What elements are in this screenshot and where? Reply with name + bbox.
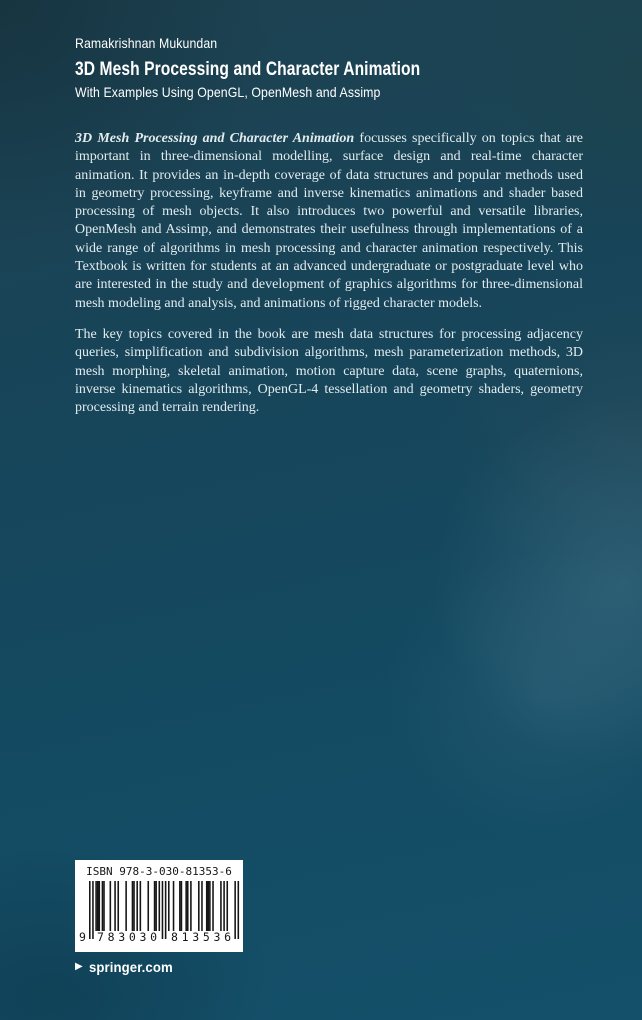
barcode-digit-group: 813536 <box>171 930 231 943</box>
barcode-bar <box>220 881 222 931</box>
barcode-bar <box>226 881 228 931</box>
barcode-guard-bar <box>165 881 167 939</box>
isbn-label: ISBN 978-3-030-81353-6 <box>86 865 232 878</box>
barcode-bar <box>168 881 170 931</box>
book-title: 3D Mesh Processing and Character Animation <box>75 58 421 80</box>
barcode-guard-bar <box>234 881 236 939</box>
barcode-bar <box>212 881 214 931</box>
barcode-guard-bar <box>92 881 94 939</box>
barcode-bar <box>179 881 181 931</box>
barcode-bar <box>102 881 104 931</box>
barcode-digit-group: 9 <box>79 930 86 943</box>
description-block <box>75 130 583 417</box>
barcode-digit-group: 783030 <box>97 930 157 943</box>
barcode-bar <box>125 881 127 931</box>
barcode-bar <box>117 881 119 931</box>
springer-arrow-icon: ▶ <box>75 961 83 972</box>
barcode-bar <box>155 881 157 931</box>
paragraph-1-text: focusses specifically on topics that are important in three-dimensional modelling, surface design and real-time character animation. It provides an in-depth coverage of data structures and popular methods used in geometry processing, keyframe and inverse kinematics animations and shader based processing of mesh objects. It also introduces two powerful and versatile libraries, OpenMesh and Assimp, and demonstrates their usefulness through implementations of a wide range of algorithms in mesh processing and character animation respectively. This Textbook is written for students at an advanced undergraduate or postgraduate level who are interested in the study and development of graphics algorithms for three-dimensional mesh modeling and analysis, and animations of rigged character models. <box>75 131 583 311</box>
ean13-barcode-icon <box>77 881 241 943</box>
header-block <box>75 35 507 101</box>
barcode-bar <box>132 881 134 931</box>
barcode-bar <box>97 881 99 931</box>
barcode-bar <box>98 881 100 931</box>
barcode-bar <box>133 881 135 931</box>
barcode-bar <box>95 881 97 931</box>
barcode-bar <box>181 881 183 931</box>
barcode-bar <box>206 881 208 931</box>
barcode-bar <box>147 881 149 931</box>
barcode-bar <box>187 881 189 931</box>
barcode-bar <box>190 881 192 931</box>
barcode-guard-bar <box>238 881 240 939</box>
barcode-bar <box>159 881 161 931</box>
barcode-bar <box>110 881 112 931</box>
barcode-bar <box>185 881 187 931</box>
title-mention: 3D Mesh Processing and Character Animation <box>75 131 355 146</box>
barcode-bar <box>136 881 138 931</box>
book-subtitle: With Examples Using OpenGL, OpenMesh and Assimp <box>75 84 381 100</box>
publisher-footer <box>75 959 178 975</box>
barcode-bar <box>209 881 211 931</box>
description-paragraph-2: The key topics covered in the book are mesh data structures for processing adjacency queries, simplification and subdivision algorithms, mesh parameterization methods, 3D mesh morphing, skeletal animation, motion capture data, scene graphs, quaternions, inverse kinematics algorithms, OpenGL-4 tessellation and geometry shaders, geometry processing and terrain rendering. <box>75 326 583 416</box>
barcode-bar <box>208 881 210 931</box>
barcode-guard-bar <box>89 881 91 939</box>
isbn-barcode-panel <box>75 860 243 952</box>
barcode-bar <box>223 881 225 931</box>
barcode-bar <box>103 881 105 931</box>
barcode-bar <box>198 881 200 931</box>
barcode-bar <box>154 881 156 931</box>
barcode-bar <box>173 881 175 931</box>
barcode-guard-bar <box>162 881 164 939</box>
barcode-bar <box>201 881 203 931</box>
barcode-bar <box>114 881 116 931</box>
description-paragraph-1 <box>75 130 583 313</box>
author-name: Ramakrishnan Mukundan <box>75 35 218 51</box>
barcode-bar <box>140 881 142 931</box>
springer-site-label: springer.com <box>88 959 173 975</box>
